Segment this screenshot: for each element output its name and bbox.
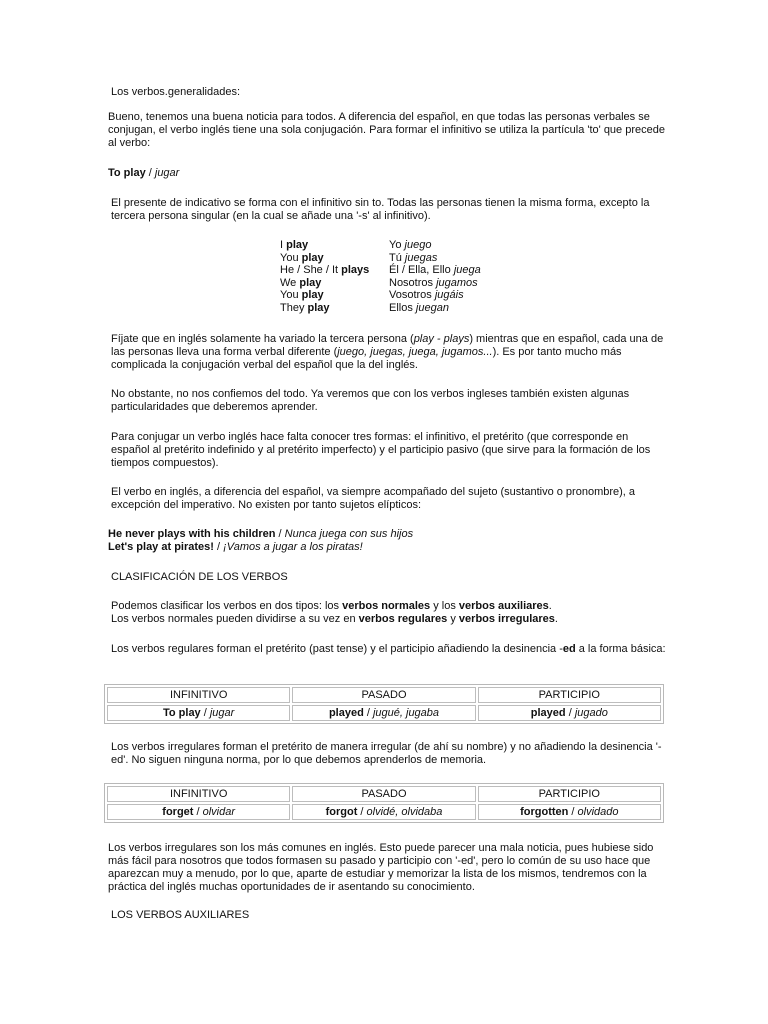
example-sentence: He never plays with his children / Nunca juega con sus hijos [108,528,414,540]
heading-auxiliares: LOS VERBOS AUXILIARES [111,909,250,921]
table-header-cell: INFINITIVO [107,786,290,802]
table-cell: forget / olvidar [107,804,290,820]
table-cell: forgotten / olvidado [478,804,661,820]
examples-block [108,528,413,554]
irregulares-paragraph: Los verbos irregulares forman el pretérito de manera irregular (de ahí su nombre) y no añadiendo la desinencia '-ed'. No siguen ninguna norma, por lo que debemos aprenderlos de memoria. [111,741,662,766]
tres-formas-paragraph: Para conjugar un verbo inglés hace falta conocer tres formas: el infinitivo, el pretérito (que corresponde en español al pretérito indefinido y al pretérito imperfecto) y el participio pasivo (que sirve para la formación de los tiempos compuestos). [111,431,651,469]
infinitive-example: To play / jugar [108,167,180,179]
table-cell: forgot / olvidé, olvidaba [292,804,475,820]
document-page: Los verbos.generalidades: Bueno, tenemos una buena noticia para todos. A diferencia del español, en que todas las personas verbales se conjugan, el verbo inglés tiene una sola conjugación. Para formar el infinitivo se utiliza la partícula 'to' que precede al verbo: To play / jugar El presente de indicativo se forma con el infinitivo sin to. Todas las personas tienen la misma forma, excepto la tercera persona singular (en la cual se añade una '-s' al infinitivo). I play Yo juego You play Tú juegas He / She / It plays Él / Ella, Ello juega We play Nosotros jugamos You play Vosotros jugáis They play Ellos juegan Fíjate que en inglés solamente ha variado la tercera persona (play - plays) mientras que en español, cada una de las personas lleva una forma verbal diferente (juego, juegas, juega, jugamos...). Es por tanto mucho más complicada la conjugación verbal del español que la del inglés. No obstante, no nos confiemos del todo. Ya veremos que con los verbos ingleses también existen algunas particularidades que deberemos aprender. Para conjugar un verbo inglés hace falta conocer tres formas: el infinitivo, el pretérito (que corresponde en español al pretérito indefinido y al pretérito imperfecto) y el participio pasivo (que sirve para la formación de los tiempos compuestos). El verbo en inglés, a diferencia del español, va siempre acompañado del sujeto (sustantivo o pronombre), a excepción del imperativo. No existen por tanto sujetos elípticos: He never plays with his children / Nunca juega con sus hijos Let's play at pirates! / ¡Vamos a jugar a los piratas! CLASIFICACIÓN DE LOS VERBOS Podemos clasificar los verbos en dos tipos: los verbos normales y los verbos auxiliares. Los verbos normales pueden dividirse a su vez en verbos regulares y verbos irregulares. Los verbos regulares forman el pretérito (past tense) y el participio añadiendo la desinencia -ed a la forma básica: INFINITIVO PASADO PARTICIPIO To play / jugar played / jugué, jugaba played / jugado Los verbos irregulares forman el pretérito de manera irregular (de ahí su nombre) y no añadiendo la desinencia '-ed'. No siguen ninguna norma, por lo que debemos aprenderlos de memoria. INFINITIVO PASADO PARTICIPIO forget / olvidar forgot / olvidé, olvidaba forgotten / olvidado Los verbos irregulares son los más comunes en inglés. Esto puede parecer una mala noticia, pues hubiese sido más fácil para nosotros que todos formasen su pasado y participio con '-ed', pero lo común de su uso hace que aparezcan muy a menudo, por lo que, aparte de estudiar y memorizar la lista de los mismos, tendremos con la práctica del inglés muchas oportunidades de ir asentando su conocimiento. LOS VERBOS AUXILIARES [0,0,768,1024]
presente-paragraph: El presente de indicativo se forma con el infinitivo sin to. Todas las personas tienen la misma forma, excepto la tercera persona singular (en la cual se añade una '-s' al infinitivo). [111,197,650,222]
table-header-row [107,687,661,703]
table-header-cell: PASADO [292,687,475,703]
heading-generalidades: Los verbos.generalidades: [111,86,241,98]
regular-verbs-table [104,684,664,724]
table-header-cell: INFINITIVO [107,687,290,703]
fijate-paragraph: Fíjate que en inglés solamente ha variado la tercera persona (play - plays) mientras que en español, cada una de las personas lleva una forma verbal diferente (juego, juegas, juega, jugamos...). Es por tanto mucho más complicada la conjugación verbal del español que la del inglés. [111,333,664,371]
sujeto-paragraph: El verbo en inglés, a diferencia del español, va siempre acompañado del sujeto (sustantivo o pronombre), a excepción del imperativo. No existen por tanto sujetos elípticos: [111,486,636,511]
no-obstante-paragraph: No obstante, no nos confiemos del todo. Ya veremos que con los verbos ingleses también existen algunas particularidades que deberemos aprender. [111,388,630,413]
table-row [107,804,661,820]
regulares-paragraph: Los verbos regulares forman el pretérito (past tense) y el participio añadiendo la desinencia -ed a la forma básica: [111,643,666,655]
table-header-row [107,786,661,802]
table-cell: played / jugado [478,705,661,721]
table-cell: To play / jugar [107,705,290,721]
irregular-verbs-table [104,783,664,823]
infinitive-en: To play [108,167,146,179]
table-header-cell: PARTICIPIO [478,786,661,802]
example-sentence: Let's play at pirates! / ¡Vamos a jugar a los piratas! [108,541,363,553]
table-row [107,705,661,721]
clasificar-paragraph: Podemos clasificar los verbos en dos tipos: los verbos normales y los verbos auxiliares. Los verbos normales pueden dividirse a su vez en verbos regulares y verbos irregulares. [111,600,558,625]
mas-comunes-paragraph: Los verbos irregulares son los más comunes en inglés. Esto puede parecer una mala noticia, pues hubiese sido más fácil para nosotros que todos formasen su pasado y participio con '-ed', pero lo común de su uso hace que aparezcan muy a menudo, por lo que, aparte de estudiar y memorizar la lista de los mismos, tendremos con la práctica del inglés muchas oportunidades de ir asentando su conocimiento. [108,842,654,893]
table-cell: played / jugué, jugaba [292,705,475,721]
heading-clasificacion: CLASIFICACIÓN DE LOS VERBOS [111,571,288,583]
infinitive-es: jugar [154,167,180,179]
table-header-cell: PARTICIPIO [478,687,661,703]
intro-paragraph: Bueno, tenemos una buena noticia para todos. A diferencia del español, en que todas las personas verbales se conjugan, el verbo inglés tiene una sola conjugación. Para formar el infinitivo se utiliza la partícula 'to' que precede al verbo: [108,111,665,149]
table-header-cell: PASADO [292,786,475,802]
